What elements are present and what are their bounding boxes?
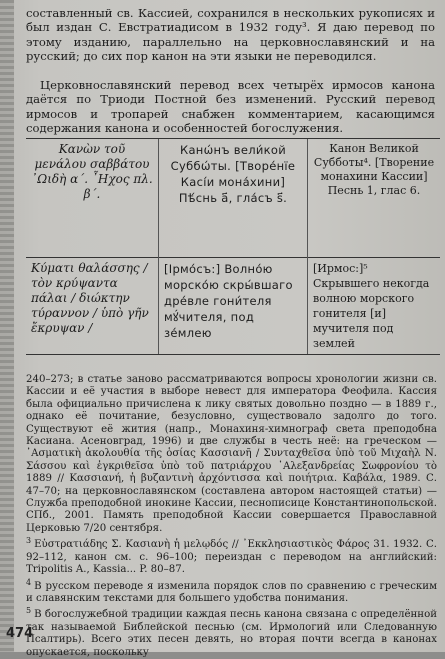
table-header-row (26, 139, 440, 258)
greek-header: Κανὼν τοῦ μενάλου σαββάτου ᾿Ωιδὴ α´. ῏Ηχος πλ. β´. (26, 139, 158, 258)
translation-paragraph (26, 78, 435, 136)
footnote-continuation: 240–273; в статье заново рассматриваются вопросы хронологии жизни св. Кассии и её участия в выборе невест для императора Феофила. Кассия была официально причислена к лику святых довольно поздно — в 1889 г., однако её почитание, безусловно, существовало задолго до того. Существуют её жития (напр., Монахиня-химнограф света преподобна Касиана. Асеновград, 1996) и две службы в честь неё: на греческом — ᾿Ασματικὴ ἀκολουθία τῆς ὁσίας Κασσιανῆ / Συνταχθεῖσα ὑπὸ τοῦ Μιχαὴλ Ν. Σάσσου καὶ ἐγκριθεῖσα ὑπὸ τοῦ πατριάρχου ᾿Αλεξανδρείας Σωφρονίου τὸ 1889 // Κασσιανή, ἡ βυζαντινὴ ἀρχόντισσα καὶ ποιήτρια. Καβάλα, 1989. С. 47–70; на церковнославянском (составлена автором настоящей статьи) — Служба преподобной инокине Кассии, песнописице Константинопольской. СПб., 2001. Память преподобной Кассии совершается Православной Церковью 7/20 сентября. (26, 374, 437, 534)
page-number: 474 (6, 626, 34, 641)
footnote-3: $^3$ Εὐστρατιάδης Σ. Κασιανὴ ἡ μελῳδός // ᾿Εκκλησιαστικὸς Φάρος 31. 1932. С. 92–112, канон см. с. 96–100; переиздан с переводом на английский: Tripolitis A., Kassia... P. 80–87. (26, 536, 437, 576)
russian-header: Канон Великой Субботы⁴. [Творение монахини Кассии] Песнь 1, глас 6. (308, 139, 441, 258)
slavonic-header: Канѡ́нъ вели́кой Суббѡ́ты. [Творе́нїе Касі́и мона́хини] Пѣ́снь а҃, гла́съ ѕ҃. (158, 139, 307, 258)
greek-irmos: Κύματι θαλάσσης / τὸν κρύψαντα πάλαι / διώκτην τύραννον / ὑπὸ γῆν ἔκρυψαν / (26, 258, 158, 355)
book-gutter (0, 0, 14, 652)
canon-table (26, 138, 440, 355)
footnote-4: $^4$ В русском переводе я изменила порядок слов по сравнению с греческим и славянским текстами для большего удобства понимания. (26, 577, 437, 604)
slavonic-irmos: [Ірмо́съ:] Волно́ю морско́ю скры́вшаго дре́вле гони́теля мꙋ́чителя, под зе́млею (158, 258, 307, 355)
intro-paragraph (26, 6, 435, 64)
footnotes (26, 374, 437, 659)
translation-text: Церковнославянский перевод всех четырёх ирмосов канона даётся по Триоди Постной без изменений. Русский перевод ирмосов и тропарей снабжен комментарием, касающимся содержания канона и особенностей богослужения. (26, 78, 435, 136)
russian-irmos: [Ирмос:]⁵ Скрывшего некогда волною морского гонителя [и] мучителя под землей (308, 258, 441, 355)
footnote-5: $^5$ В богослужебной традиции каждая песнь канона связана с определённой так называемой Библейской песнью (см. Ирмологий или Следованную Псалтирь). Всего этих песен девять, но вторая почти всегда в канонах опускается, поскольку (26, 606, 437, 658)
intro-text: составленный св. Кассией, сохранился в нескольких рукописях и был издан С. Евстратиадисом в 1932 году³. Я даю перевод по этому изданию, параллельно на церковнославянский и на русский; до сих пор канон на эти языки не переводился. (26, 6, 435, 64)
table-row (26, 258, 440, 355)
